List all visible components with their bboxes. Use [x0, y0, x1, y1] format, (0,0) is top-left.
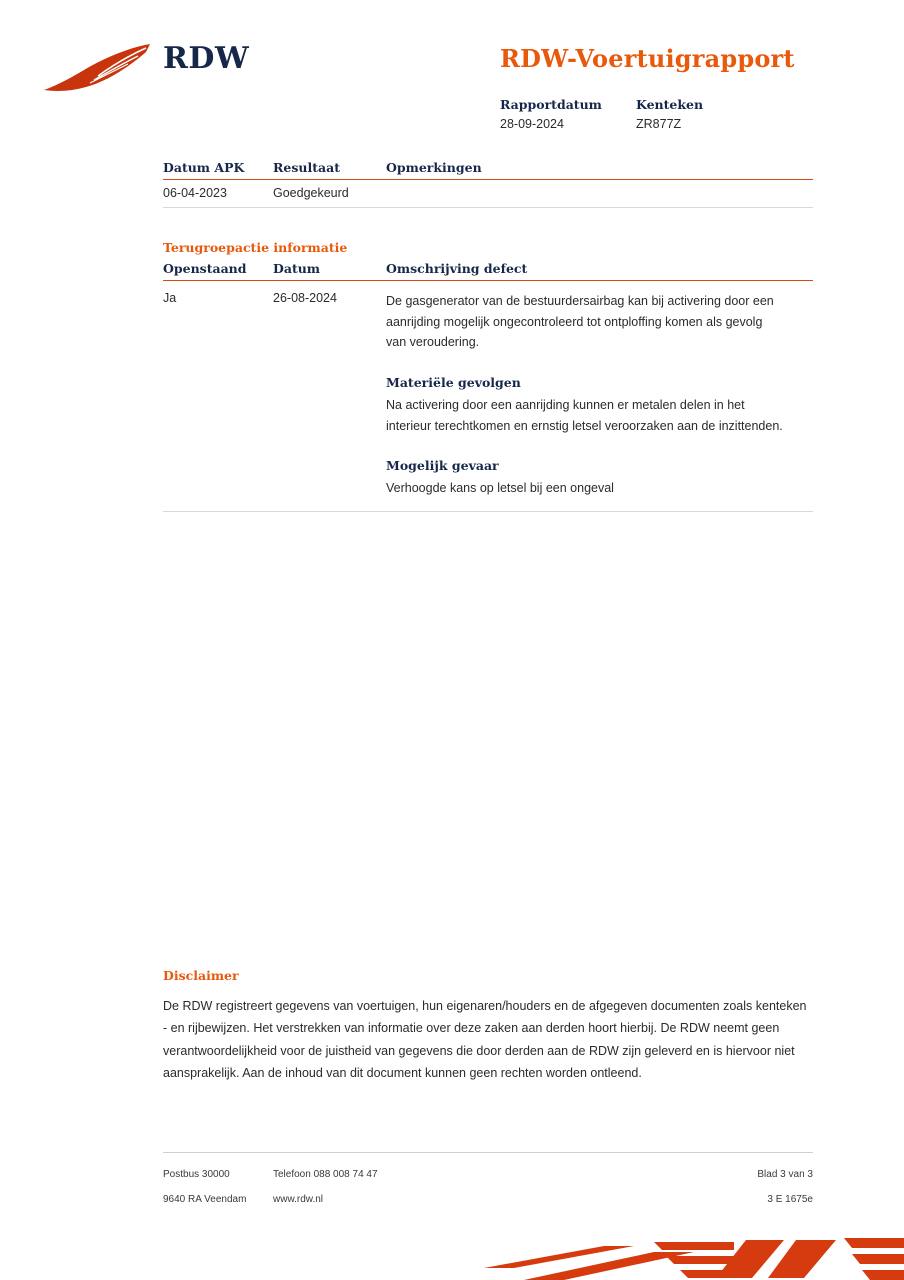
footer-address-line1: Postbus 30000 [163, 1169, 230, 1180]
rdw-decorative-stripes-icon [484, 1222, 904, 1280]
disclaimer-body: De RDW registreert gegevens van voertuigen, hun eigenaren/houders en de afgegeven documenten zoals kenteken - en rijbewijzen. Het verstrekken van informatie over deze zaken aan derden hoort hierbij. De RDW neemt geen verantwoordelijkheid voor de juistheid van gegevens die door derden aan de RDW zijn geleverd en is hiervoor niet aansprakelijk. Aan de inhoud van dit document kunnen geen rechten worden ontleend. [163, 999, 807, 1080]
recall-heading: Terugroepactie informatie [163, 240, 348, 255]
recall-col-datum: Datum [273, 261, 321, 276]
footer-contact-line1: Telefoon 088 008 74 47 [273, 1169, 378, 1180]
recall-cell-details [386, 291, 813, 499]
recall-table-header [163, 261, 813, 281]
disclaimer-title: Disclaimer [163, 968, 239, 983]
apk-col-opmerkingen: Opmerkingen [386, 160, 482, 175]
apk-cell-resultaat: Goedgekeurd [273, 186, 349, 200]
materiele-gevolgen-text: Na activering door een aanrijding kunnen er metalen delen in het interieur terechtkomen en ernstig letsel veroorzaken aan de inzittenden. [386, 397, 783, 433]
report-meta [500, 97, 840, 131]
defect-description: De gasgenerator van de bestuurdersairbag kan bij activering door een aanrijding mogelijk ongecontroleerd tot ontploffing komen als gevolg van veroudering. [386, 294, 774, 350]
apk-col-datum: Datum APK [163, 160, 245, 175]
table-row [163, 180, 813, 208]
recall-col-openstaand: Openstaand [163, 261, 247, 276]
apk-col-resultaat: Resultaat [273, 160, 340, 175]
recall-cell-openstaand: Ja [163, 291, 177, 305]
apk-table [163, 160, 813, 208]
apk-table-header [163, 160, 813, 180]
materiele-gevolgen-heading: Materiële gevolgen [386, 374, 521, 390]
footer-address-line2: 9640 RA Veendam [163, 1194, 247, 1205]
kenteken-label: Kenteken [636, 97, 704, 112]
recall-col-omschrijving: Omschrijving defect [386, 261, 528, 276]
rapportdatum-label: Rapportdatum [500, 97, 602, 112]
page-footer [163, 1152, 813, 1219]
rdw-feather-logo-icon [42, 42, 154, 94]
kenteken-value: ZR877Z [636, 117, 682, 131]
table-row [163, 281, 813, 512]
apk-cell-datum: 06-04-2023 [163, 186, 227, 200]
mogelijk-gevaar-text: Verhoogde kans op letsel bij een ongeval [386, 481, 614, 496]
brand-wordmark: RDW [163, 41, 250, 76]
footer-website-link[interactable]: www.rdw.nl [273, 1194, 324, 1205]
disclaimer-section [163, 968, 813, 1084]
recall-section [163, 240, 813, 512]
footer-page-info: Blad 3 van 3 [757, 1169, 813, 1180]
mogelijk-gevaar-heading: Mogelijk gevaar [386, 458, 499, 474]
rapportdatum-value: 28-09-2024 [500, 117, 564, 131]
apk-cell-opmerkingen [386, 186, 813, 200]
page-title: RDW-Voertuigrapport [500, 44, 795, 73]
recall-cell-datum: 26-08-2024 [273, 291, 337, 305]
footer-form-code: 3 E 1675e [767, 1194, 813, 1205]
